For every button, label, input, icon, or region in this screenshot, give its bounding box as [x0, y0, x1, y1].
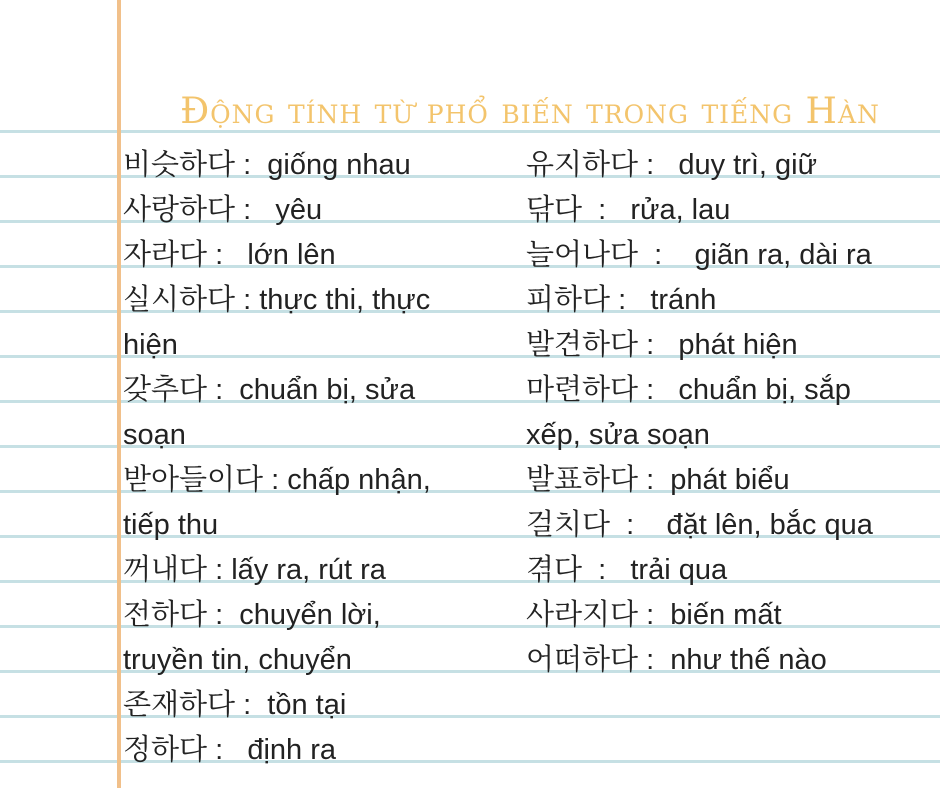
vocab-line: 겪다 : trải qua	[526, 554, 728, 586]
vocab-line: hiện	[123, 329, 178, 361]
vocab-line: 존재하다 : tồn tại	[123, 689, 347, 721]
vocab-line: 받아들이다 : chấp nhận,	[123, 464, 431, 496]
vocab-line: truyền tin, chuyển	[123, 644, 352, 676]
vocab-line: 어떠하다 : như thế nào	[526, 644, 827, 676]
vocab-line: 유지하다 : duy trì, giữ	[526, 149, 818, 181]
vocab-line: 자라다 : lớn lên	[123, 239, 336, 271]
vocab-line: soạn	[123, 419, 186, 451]
vocab-line: 꺼내다 : lấy ra, rút ra	[123, 554, 386, 586]
vocab-line: 갖추다 : chuẩn bị, sửa	[123, 374, 416, 406]
vocab-line: 사라지다 : biến mất	[526, 599, 782, 631]
vocab-line: tiếp thu	[123, 509, 219, 541]
vocab-line: 발견하다 : phát hiện	[526, 329, 798, 361]
page-title: Động tính từ phổ biến trong tiếng Hàn	[180, 91, 880, 132]
vocab-line: 정하다 : định ra	[123, 734, 336, 766]
vocab-line: 피하다 : tránh	[526, 284, 717, 316]
right-column	[526, 143, 936, 683]
vocab-line: xếp, sửa soạn	[526, 419, 710, 451]
vocab-line: 비슷하다 : giống nhau	[123, 149, 411, 181]
vocab-line: 닦다 : rửa, lau	[526, 194, 731, 226]
vocab-line: 전하다 : chuyển lời,	[123, 599, 381, 631]
vocab-line: 늘어나다 : giãn ra, dài ra	[526, 239, 872, 271]
vocab-line: 발표하다 : phát biểu	[526, 464, 790, 496]
left-column	[123, 143, 503, 773]
vocab-line: 실시하다 : thực thi, thực	[123, 284, 431, 316]
vocab-line: 마련하다 : chuẩn bị, sắp	[526, 374, 851, 406]
vocab-line: 걸치다 : đặt lên, bắc qua	[526, 509, 873, 541]
vocab-line: 사랑하다 : yêu	[123, 194, 323, 226]
